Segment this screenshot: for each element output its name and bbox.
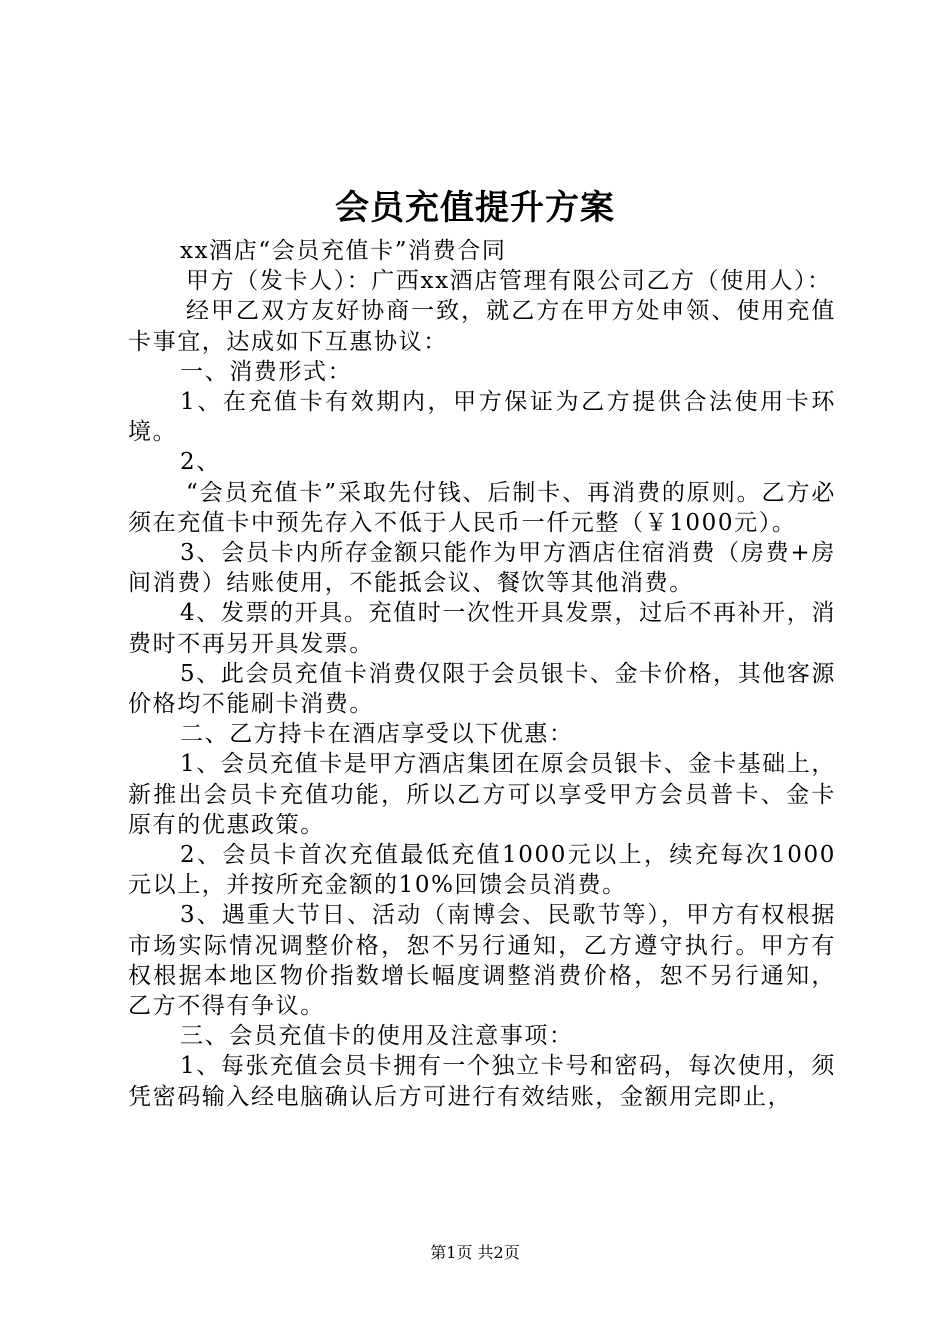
document-body [128,236,836,1112]
paragraph-item: 4、发票的开具。充值时一次性开具发票，过后不再补开，消费时不再另开具发票。 [128,600,836,657]
section-heading-usage-notes: 三、会员充值卡的使用及注意事项： [180,1023,574,1050]
paragraph-item: 1、每张充值会员卡拥有一个独立卡号和密码，每次使用，须凭密码输入经电脑确认后方可进行有效结账，金额用完即止， [128,1053,836,1110]
paragraph-contract-title: xx酒店“会员充值卡”消费合同 [180,238,507,264]
paragraph-item: 2、会员卡首次充值最低充值1000元以上，续充每次1000元以上，并按所充金额的10%回馈会员消费。 [128,842,836,899]
paragraph-item: 3、遇重大节日、活动（南博会、民歌节等），甲方有权根据市场实际情况调整价格，恕不另行通知，乙方遵守执行。甲方有权根据本地区物价指数增长幅度调整消费价格，恕不另行通知，乙方不得有争议。 [128,902,836,1020]
paragraph-agreement: 经甲乙双方友好协商一致，就乙方在甲方处申领、使用充值卡事宜，达成如下互惠协议： [128,298,836,355]
paragraph-parties: 甲方（发卡人）：广西xx酒店管理有限公司乙方（使用人）： [186,268,832,295]
paragraph-item: “会员充值卡”采取先付钱、后制卡、再消费的原则。乙方必须在充值卡中预先存入不低于人民币一仟元整（￥1000元）。 [128,479,836,536]
paragraph-item: 3、会员卡内所存金额只能作为甲方酒店住宿消费（房费+房间消费）结账使用，不能抵会议、餐饮等其他消费。 [128,540,836,597]
paragraph-item: 1、在充值卡有效期内，甲方保证为乙方提供合法使用卡环境。 [128,389,836,446]
paragraph-item: 5、此会员充值卡消费仅限于会员银卡、金卡价格，其他客源价格均不能刷卡消费。 [128,660,836,718]
document-title: 会员充值提升方案 [335,188,615,228]
paragraph-item: 2、 [180,449,221,476]
section-heading-benefits: 二、乙方持卡在酒店享受以下优惠： [180,721,574,748]
paragraph-item: 1、会员充值卡是甲方酒店集团在原会员银卡、金卡基础上，新推出会员卡充值功能，所以乙方可以享受甲方会员普卡、金卡原有的优惠政策。 [128,751,836,838]
page-footer: 第1页 共2页 [430,1243,520,1262]
section-heading-consumption-form: 一、消费形式： [180,358,353,385]
